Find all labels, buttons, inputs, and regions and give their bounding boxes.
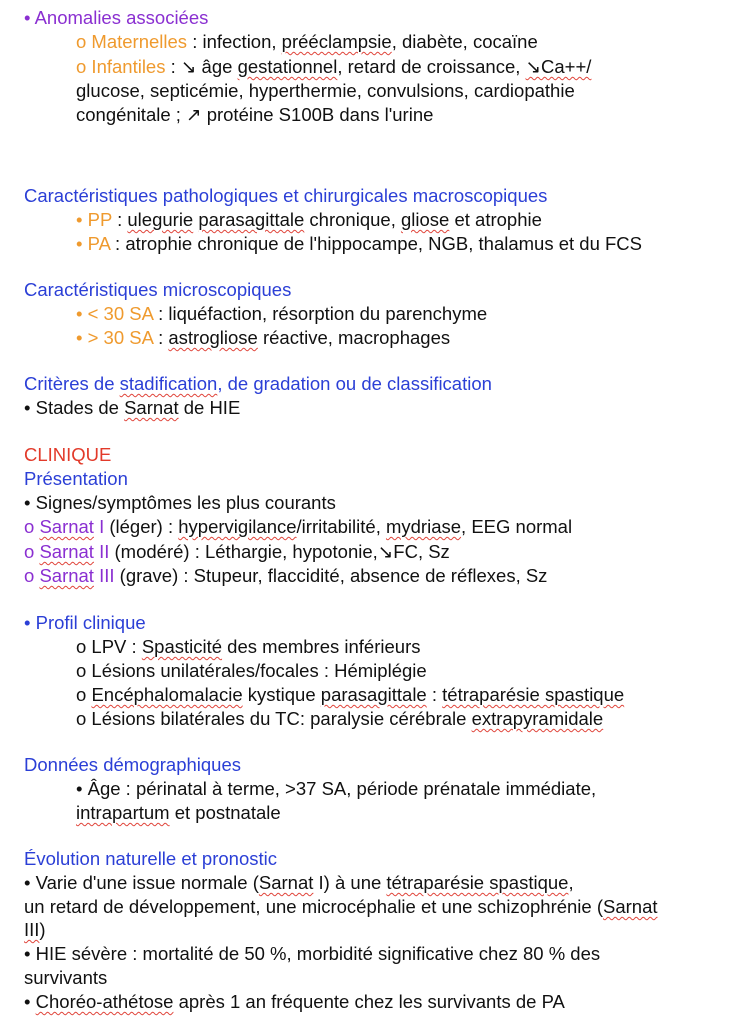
sarnat-2-word: Sarnat [39,541,94,562]
infantiles-text: : ↘ âge [165,56,238,77]
staging-item [24,396,240,420]
evolution-line-6 [24,990,565,1014]
sarnat-2-item [24,540,450,564]
ence-text: kystique [242,684,321,705]
evolution-line-1 [24,871,574,895]
gt30-text-end: réactive, macrophages [257,327,451,348]
signes-item: • Signes/symptômes les plus courants [24,492,336,513]
sarnat-2-grade: II [93,541,110,562]
gt30-flagged-word: astrogliose [168,327,258,348]
sarnat-3-bullet: o [24,565,40,586]
demo-age-text-end: et postnatale [169,802,281,823]
evolution-line-2 [24,895,658,919]
sarnat-1-word: Sarnat [39,516,94,537]
sarnat-1-text: (léger) : [104,516,179,537]
anomalies-heading: • Anomalies associées [24,7,209,28]
staging-heading-a: Critères de [24,373,120,394]
ence-colon: : [426,684,443,705]
maternelles-flagged-word: prééclampsie [281,31,392,52]
sarnat-3-item [24,564,547,588]
evolution-line-4: • HIE sévère : mortalité de 50 %, morbidité significative chez 80 % des [24,943,601,964]
infantiles-line-2: glucose, septicémie, hyperthermie, convulsions, cardiopathie [76,80,575,101]
evo-l3-paren: ) [39,919,46,940]
maternelles-text: : infection, [187,31,282,52]
sarnat-3-grade: III [93,565,115,586]
evo-l6-bullet: • [24,991,36,1012]
sarnat-1-flagged-word-3: mydriase [385,516,462,537]
pp-text-mid: chronique, [304,209,401,230]
infantiles-label: o Infantiles [76,56,166,77]
demo-flagged-word: intrapartum [76,802,170,823]
demo-age-line-2 [76,801,281,825]
profil-encephalomalacie [76,683,624,707]
gt30-label: • > 30 SA [76,327,153,348]
staging-heading [24,372,492,396]
sarnat-2-text: (modéré) : Léthargie, hypotonie,↘FC, Sz [109,541,450,562]
evo-l2-text: un retard de développement, une microcéphalie et une schizophrénie ( [24,896,604,917]
staging-heading-b: , de gradation ou de classification [217,373,492,394]
micro-gt30 [76,326,450,350]
presentation-heading: Présentation [24,468,128,489]
ence-flagged-word-2: parasagittale [320,684,427,705]
evolution-heading: Évolution naturelle et pronostic [24,848,277,869]
evolution-line-3 [24,918,46,942]
ence-flagged-word-3: tétraparésie spastique [442,684,625,705]
pp-flagged-word-2: parasagittale [198,209,305,230]
ence-flagged-word: Encéphalomalacie [91,684,243,705]
bil-text: o Lésions bilatérales du TC: paralysie cérébrale [76,708,472,729]
demo-heading: Données démographiques [24,754,242,775]
maternelles-label: o Maternelles [76,31,188,52]
lt30-text: : liquéfaction, résorption du parenchyme [152,303,488,324]
patho-macro-pa [76,232,642,256]
micro-heading: Caractéristiques microscopiques [24,279,292,300]
clinique-heading: CLINIQUE [24,444,112,465]
evo-l1-flagged-word: Sarnat [258,872,314,893]
maternelles-text-end: , diabète, cocaïne [391,31,538,52]
sarnat-1-flagged-word-2: hypervigilance [178,516,297,537]
sarnat-3-word: Sarnat [39,565,94,586]
sarnat-1-text-end: , EEG normal [461,516,573,537]
staging-item-b: de HIE [178,397,241,418]
profil-lesions-bilaterales [76,707,603,731]
pa-label: • PA [76,233,110,254]
evo-l6-flagged-word: Choréo-athétose [35,991,174,1012]
lt30-label: • < 30 SA [76,303,153,324]
sarnat-1-grade: I [93,516,105,537]
micro-lt30 [76,302,487,326]
demo-age-line-1: • Âge : périnatal à terme, >37 SA, période prénatale immédiate, [76,778,597,799]
sarnat-1-bullet: o [24,516,40,537]
pp-text-end: et atrophie [449,209,542,230]
infantiles-flagged-word-2: ↘Ca++/ [525,56,592,77]
evolution-line-5: survivants [24,967,108,988]
profil-heading: • Profil clinique [24,612,146,633]
anomalies-maternelles [76,30,538,54]
pp-text: : [111,209,128,230]
evo-l1-flagged-word-2: tétraparésie spastique [386,872,569,893]
staging-item-a: • Stades de [24,397,125,418]
sarnat-1-text-mid: /irritabilité, [296,516,386,537]
pp-label: • PP [76,209,112,230]
patho-macro-heading: Caractéristiques pathologiques et chirurgicales macroscopiques [24,185,548,206]
evo-l2-flagged-word: Sarnat [603,896,658,917]
evo-l1-comma: , [568,872,574,893]
sarnat-1-item [24,515,572,539]
staging-flagged-word: stadification [119,373,218,394]
lpv-flagged-word: Spasticité [141,636,223,657]
infantiles-text-mid: , retard de croissance, [337,56,526,77]
pp-flagged-word-1: ulegurie [127,209,194,230]
anomalies-infantiles [76,55,591,79]
staging-item-flagged-word: Sarnat [124,397,179,418]
pa-text: : atrophie chronique de l'hippocampe, NGB, thalamus et du FCS [109,233,643,254]
evo-l1-text: • Varie d'une issue normale ( [24,872,259,893]
patho-macro-pp [76,208,542,232]
profil-lesions-unilaterales: o Lésions unilatérales/focales : Hémiplégie [76,660,427,681]
sarnat-2-bullet: o [24,541,40,562]
lpv-text-end: des membres inférieurs [222,636,421,657]
ence-bullet: o [76,684,92,705]
profil-lpv [76,635,420,659]
evo-l3-flagged-word: III [24,919,40,940]
infantiles-flagged-word: gestationnel [237,56,338,77]
pp-flagged-word-3: gliose [400,209,450,230]
sarnat-3-text: (grave) : Stupeur, flaccidité, absence de réflexes, Sz [114,565,548,586]
evo-l6-text: après 1 an fréquente chez les survivants de PA [173,991,565,1012]
bil-flagged-word: extrapyramidale [471,708,604,729]
infantiles-line-3: congénitale ; ↗ protéine S100B dans l'urine [76,104,434,125]
lpv-text: o LPV : [76,636,142,657]
evo-l1-text-mid: I) à une [313,872,387,893]
gt30-text: : [152,327,169,348]
